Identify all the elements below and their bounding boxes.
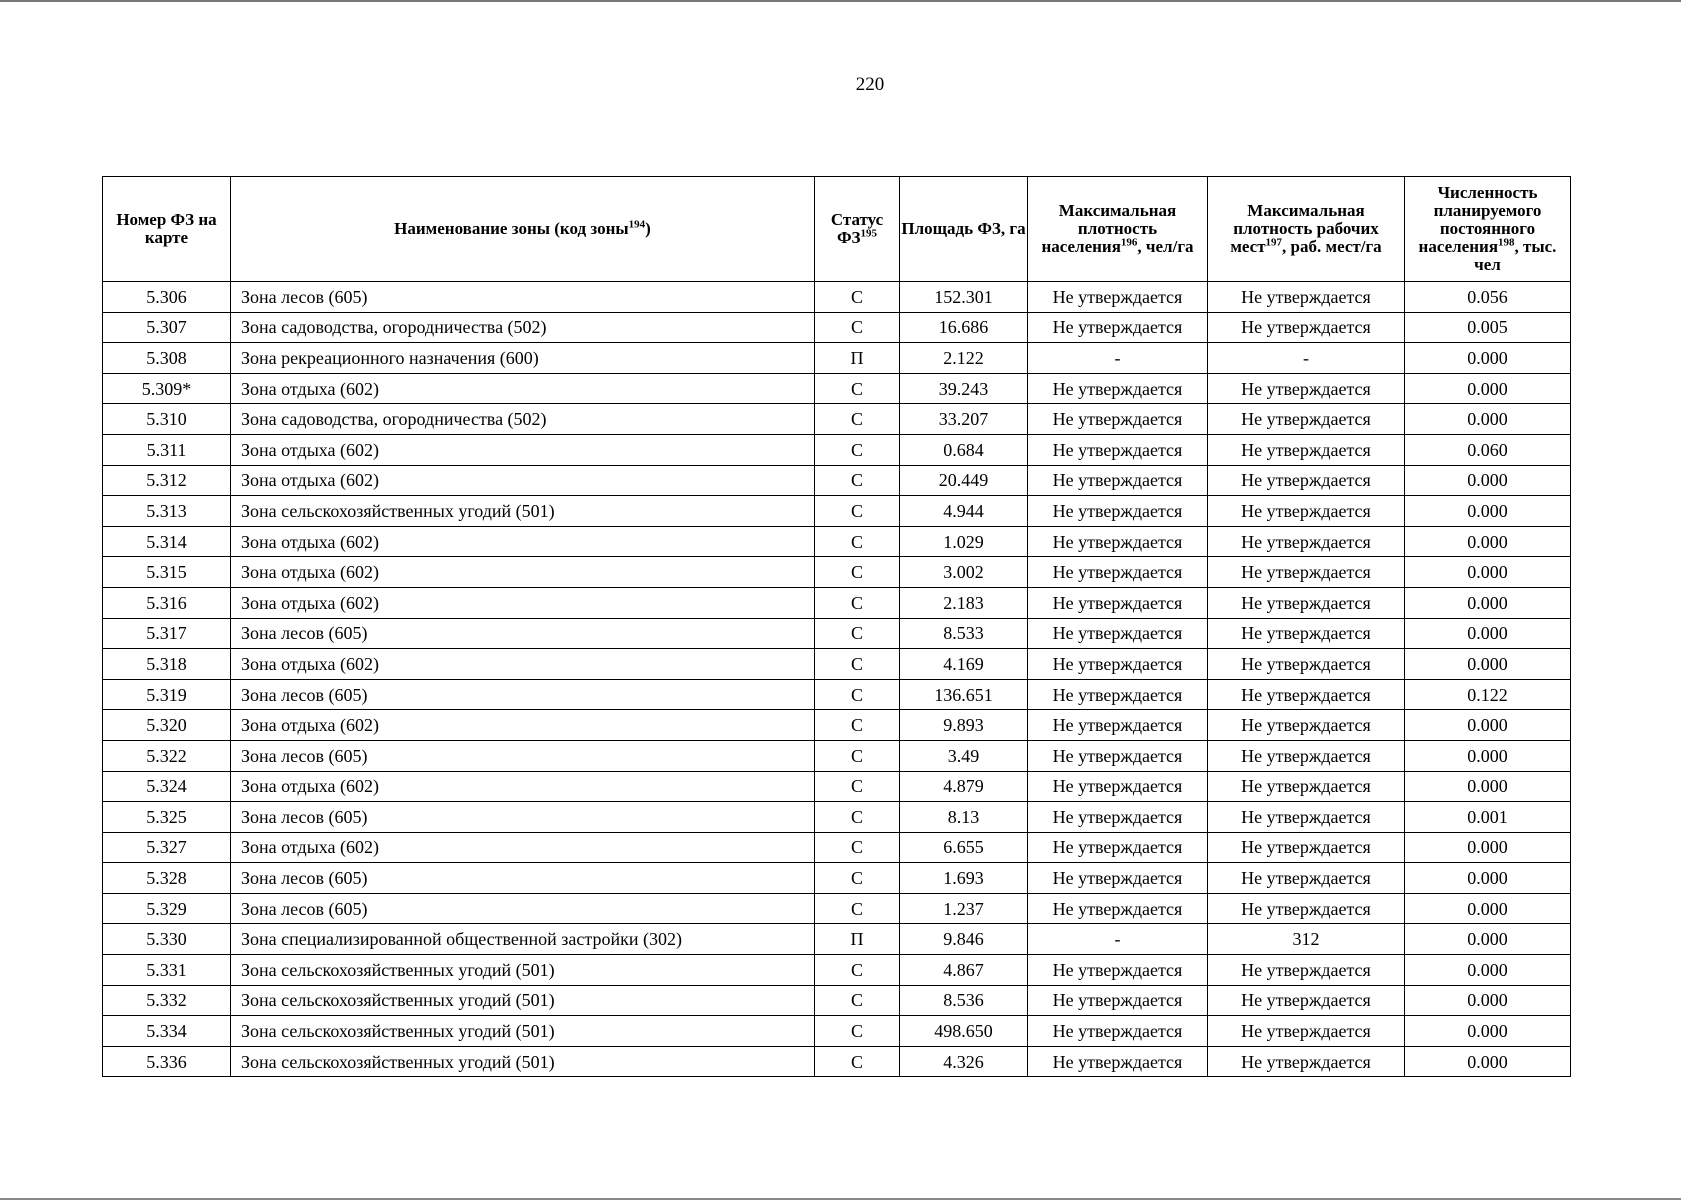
population-density-cell: Не утверждается <box>1028 587 1208 618</box>
zone-name-cell: Зона отдыха (602) <box>231 434 815 465</box>
area-cell: 498.650 <box>900 1016 1028 1047</box>
status-cell: П <box>815 924 900 955</box>
planned-population-cell: 0.000 <box>1405 587 1571 618</box>
job-density-cell: Не утверждается <box>1208 404 1405 435</box>
planned-population-cell: 0.000 <box>1405 832 1571 863</box>
status-cell: С <box>815 282 900 313</box>
zone-number-cell: 5.332 <box>103 985 231 1016</box>
table-row <box>103 802 1571 833</box>
zone-number-cell: 5.322 <box>103 740 231 771</box>
zone-name-cell: Зона сельскохозяйственных угодий (501) <box>231 985 815 1016</box>
status-cell: С <box>815 496 900 527</box>
zone-number-cell: 5.309* <box>103 373 231 404</box>
zone-name-cell: Зона лесов (605) <box>231 740 815 771</box>
table-row <box>103 832 1571 863</box>
zone-name-cell: Зона лесов (605) <box>231 893 815 924</box>
area-cell: 6.655 <box>900 832 1028 863</box>
population-density-cell: Не утверждается <box>1028 434 1208 465</box>
zone-name-cell: Зона лесов (605) <box>231 863 815 894</box>
status-cell: С <box>815 312 900 343</box>
status-cell: С <box>815 373 900 404</box>
zone-name-cell: Зона отдыха (602) <box>231 649 815 680</box>
zone-name-cell: Зона сельскохозяйственных угодий (501) <box>231 955 815 986</box>
table-row <box>103 496 1571 527</box>
status-cell: С <box>815 802 900 833</box>
zone-name-cell: Зона сельскохозяйственных угодий (501) <box>231 1046 815 1077</box>
table-row <box>103 404 1571 435</box>
zone-number-cell: 5.334 <box>103 1016 231 1047</box>
area-cell: 136.651 <box>900 679 1028 710</box>
status-cell: С <box>815 434 900 465</box>
planned-population-cell: 0.000 <box>1405 924 1571 955</box>
population-density-cell: Не утверждается <box>1028 1016 1208 1047</box>
zone-number-cell: 5.325 <box>103 802 231 833</box>
job-density-cell: Не утверждается <box>1208 1046 1405 1077</box>
population-density-cell: Не утверждается <box>1028 740 1208 771</box>
population-density-cell: Не утверждается <box>1028 618 1208 649</box>
zone-name-cell: Зона отдыха (602) <box>231 373 815 404</box>
table-row <box>103 465 1571 496</box>
page-number: 220 <box>855 74 885 95</box>
status-cell: П <box>815 343 900 374</box>
table-row <box>103 312 1571 343</box>
status-cell: С <box>815 618 900 649</box>
status-cell: С <box>815 771 900 802</box>
table-row <box>103 863 1571 894</box>
planned-population-cell: 0.001 <box>1405 802 1571 833</box>
population-density-cell: Не утверждается <box>1028 985 1208 1016</box>
job-density-cell: Не утверждается <box>1208 526 1405 557</box>
area-cell: 4.944 <box>900 496 1028 527</box>
zone-number-cell: 5.316 <box>103 587 231 618</box>
job-density-cell: Не утверждается <box>1208 740 1405 771</box>
zone-number-cell: 5.306 <box>103 282 231 313</box>
planned-population-cell: 0.000 <box>1405 618 1571 649</box>
job-density-cell: Не утверждается <box>1208 955 1405 986</box>
zone-number-cell: 5.336 <box>103 1046 231 1077</box>
area-cell: 1.237 <box>900 893 1028 924</box>
planned-population-cell: 0.000 <box>1405 649 1571 680</box>
population-density-cell: Не утверждается <box>1028 404 1208 435</box>
zone-number-cell: 5.317 <box>103 618 231 649</box>
area-cell: 4.867 <box>900 955 1028 986</box>
status-cell: С <box>815 587 900 618</box>
job-density-cell: Не утверждается <box>1208 893 1405 924</box>
job-density-cell: Не утверждается <box>1208 679 1405 710</box>
table-row <box>103 618 1571 649</box>
job-density-cell: Не утверждается <box>1208 1016 1405 1047</box>
table-row <box>103 587 1571 618</box>
area-cell: 16.686 <box>900 312 1028 343</box>
table-row <box>103 282 1571 313</box>
table-row <box>103 557 1571 588</box>
planned-population-cell: 0.000 <box>1405 771 1571 802</box>
status-cell: С <box>815 893 900 924</box>
table-row <box>103 893 1571 924</box>
status-cell: С <box>815 1046 900 1077</box>
header-job-density: Максимальная плотность рабочих мест$^{197}$, раб. мест/га <box>1208 177 1405 282</box>
zone-name-cell: Зона лесов (605) <box>231 618 815 649</box>
zone-name-cell: Зона садоводства, огородничества (502) <box>231 404 815 435</box>
planned-population-cell: 0.000 <box>1405 740 1571 771</box>
status-cell: С <box>815 985 900 1016</box>
zone-name-cell: Зона отдыха (602) <box>231 587 815 618</box>
zone-name-cell: Зона рекреационного назначения (600) <box>231 343 815 374</box>
planned-population-cell: 0.000 <box>1405 404 1571 435</box>
area-cell: 0.684 <box>900 434 1028 465</box>
population-density-cell: Не утверждается <box>1028 832 1208 863</box>
job-density-cell: Не утверждается <box>1208 771 1405 802</box>
zone-number-cell: 5.315 <box>103 557 231 588</box>
status-cell: С <box>815 832 900 863</box>
planned-population-cell: 0.000 <box>1405 465 1571 496</box>
table-row <box>103 740 1571 771</box>
zone-number-cell: 5.324 <box>103 771 231 802</box>
population-density-cell: Не утверждается <box>1028 679 1208 710</box>
planned-population-cell: 0.000 <box>1405 985 1571 1016</box>
job-density-cell: Не утверждается <box>1208 985 1405 1016</box>
job-density-cell: Не утверждается <box>1208 832 1405 863</box>
table-row <box>103 771 1571 802</box>
job-density-cell: Не утверждается <box>1208 557 1405 588</box>
zone-name-cell: Зона отдыха (602) <box>231 710 815 741</box>
table-row <box>103 649 1571 680</box>
status-cell: С <box>815 557 900 588</box>
planned-population-cell: 0.056 <box>1405 282 1571 313</box>
zone-number-cell: 5.330 <box>103 924 231 955</box>
area-cell: 3.002 <box>900 557 1028 588</box>
area-cell: 152.301 <box>900 282 1028 313</box>
zone-number-cell: 5.313 <box>103 496 231 527</box>
status-cell: С <box>815 404 900 435</box>
population-density-cell: Не утверждается <box>1028 465 1208 496</box>
status-cell: С <box>815 465 900 496</box>
table-row <box>103 985 1571 1016</box>
header-population-density: Максимальная плотность населения$^{196}$, чел/га <box>1028 177 1208 282</box>
area-cell: 8.533 <box>900 618 1028 649</box>
header-zone-name: Наименование зоны (код зоны$^{194}$) <box>231 177 815 282</box>
zone-number-cell: 5.311 <box>103 434 231 465</box>
population-density-cell: Не утверждается <box>1028 496 1208 527</box>
planned-population-cell: 0.000 <box>1405 710 1571 741</box>
population-density-cell: Не утверждается <box>1028 282 1208 313</box>
job-density-cell: Не утверждается <box>1208 587 1405 618</box>
zone-name-cell: Зона отдыха (602) <box>231 526 815 557</box>
table-row <box>103 434 1571 465</box>
header-area: Площадь ФЗ, га <box>900 177 1028 282</box>
area-cell: 4.879 <box>900 771 1028 802</box>
job-density-cell: Не утверждается <box>1208 282 1405 313</box>
population-density-cell: - <box>1028 343 1208 374</box>
area-cell: 3.49 <box>900 740 1028 771</box>
zone-name-cell: Зона отдыха (602) <box>231 832 815 863</box>
zone-name-cell: Зона садоводства, огородничества (502) <box>231 312 815 343</box>
table-row <box>103 1046 1571 1077</box>
status-cell: С <box>815 955 900 986</box>
planned-population-cell: 0.000 <box>1405 1016 1571 1047</box>
area-cell: 1.693 <box>900 863 1028 894</box>
population-density-cell: Не утверждается <box>1028 312 1208 343</box>
zone-number-cell: 5.331 <box>103 955 231 986</box>
zone-number-cell: 5.307 <box>103 312 231 343</box>
status-cell: С <box>815 526 900 557</box>
zone-name-cell: Зона отдыха (602) <box>231 771 815 802</box>
zone-number-cell: 5.318 <box>103 649 231 680</box>
zone-number-cell: 5.314 <box>103 526 231 557</box>
planned-population-cell: 0.000 <box>1405 1046 1571 1077</box>
zone-number-cell: 5.319 <box>103 679 231 710</box>
population-density-cell: Не утверждается <box>1028 649 1208 680</box>
header-zone-number: Номер ФЗ на карте <box>103 177 231 282</box>
planned-population-cell: 0.000 <box>1405 496 1571 527</box>
area-cell: 2.183 <box>900 587 1028 618</box>
planned-population-cell: 0.000 <box>1405 526 1571 557</box>
job-density-cell: Не утверждается <box>1208 373 1405 404</box>
population-density-cell: Не утверждается <box>1028 557 1208 588</box>
area-cell: 33.207 <box>900 404 1028 435</box>
status-cell: С <box>815 649 900 680</box>
area-cell: 4.169 <box>900 649 1028 680</box>
table-row <box>103 343 1571 374</box>
job-density-cell: Не утверждается <box>1208 618 1405 649</box>
zone-name-cell: Зона сельскохозяйственных угодий (501) <box>231 1016 815 1047</box>
zone-name-cell: Зона специализированной общественной застройки (302) <box>231 924 815 955</box>
planned-population-cell: 0.060 <box>1405 434 1571 465</box>
status-cell: С <box>815 679 900 710</box>
zone-number-cell: 5.329 <box>103 893 231 924</box>
zone-number-cell: 5.320 <box>103 710 231 741</box>
job-density-cell: Не утверждается <box>1208 649 1405 680</box>
zones-table <box>102 176 1571 1077</box>
population-density-cell: Не утверждается <box>1028 802 1208 833</box>
planned-population-cell: 0.000 <box>1405 343 1571 374</box>
table-row <box>103 373 1571 404</box>
table-row <box>103 710 1571 741</box>
zone-name-cell: Зона лесов (605) <box>231 679 815 710</box>
status-cell: С <box>815 710 900 741</box>
table-header-row <box>103 177 1571 282</box>
population-density-cell: Не утверждается <box>1028 893 1208 924</box>
scan-top-edge <box>0 0 1681 2</box>
job-density-cell: Не утверждается <box>1208 496 1405 527</box>
planned-population-cell: 0.000 <box>1405 863 1571 894</box>
area-cell: 20.449 <box>900 465 1028 496</box>
zone-number-cell: 5.312 <box>103 465 231 496</box>
population-density-cell: Не утверждается <box>1028 863 1208 894</box>
population-density-cell: Не утверждается <box>1028 771 1208 802</box>
area-cell: 9.893 <box>900 710 1028 741</box>
planned-population-cell: 0.000 <box>1405 955 1571 986</box>
planned-population-cell: 0.000 <box>1405 893 1571 924</box>
population-density-cell: Не утверждается <box>1028 373 1208 404</box>
area-cell: 8.536 <box>900 985 1028 1016</box>
job-density-cell: Не утверждается <box>1208 434 1405 465</box>
zone-number-cell: 5.328 <box>103 863 231 894</box>
population-density-cell: Не утверждается <box>1028 526 1208 557</box>
area-cell: 2.122 <box>900 343 1028 374</box>
table-row <box>103 955 1571 986</box>
job-density-cell: Не утверждается <box>1208 465 1405 496</box>
job-density-cell: - <box>1208 343 1405 374</box>
zone-name-cell: Зона сельскохозяйственных угодий (501) <box>231 496 815 527</box>
table-row <box>103 679 1571 710</box>
status-cell: С <box>815 740 900 771</box>
table-row <box>103 1016 1571 1047</box>
planned-population-cell: 0.005 <box>1405 312 1571 343</box>
zone-name-cell: Зона отдыха (602) <box>231 465 815 496</box>
table-row <box>103 924 1571 955</box>
job-density-cell: Не утверждается <box>1208 863 1405 894</box>
population-density-cell: Не утверждается <box>1028 955 1208 986</box>
zone-number-cell: 5.308 <box>103 343 231 374</box>
zone-name-cell: Зона лесов (605) <box>231 802 815 833</box>
header-planned-population: Численность планируемого постоянного населения$^{198}$, тыс. чел <box>1405 177 1571 282</box>
planned-population-cell: 0.000 <box>1405 557 1571 588</box>
job-density-cell: Не утверждается <box>1208 802 1405 833</box>
area-cell: 39.243 <box>900 373 1028 404</box>
zone-number-cell: 5.310 <box>103 404 231 435</box>
table-row <box>103 526 1571 557</box>
header-status: Статус ФЗ$^{195}$ <box>815 177 900 282</box>
planned-population-cell: 0.000 <box>1405 373 1571 404</box>
job-density-cell: Не утверждается <box>1208 312 1405 343</box>
area-cell: 9.846 <box>900 924 1028 955</box>
planned-population-cell: 0.122 <box>1405 679 1571 710</box>
job-density-cell: 312 <box>1208 924 1405 955</box>
zone-name-cell: Зона лесов (605) <box>231 282 815 313</box>
area-cell: 1.029 <box>900 526 1028 557</box>
area-cell: 8.13 <box>900 802 1028 833</box>
population-density-cell: Не утверждается <box>1028 710 1208 741</box>
population-density-cell: - <box>1028 924 1208 955</box>
area-cell: 4.326 <box>900 1046 1028 1077</box>
zone-name-cell: Зона отдыха (602) <box>231 557 815 588</box>
job-density-cell: Не утверждается <box>1208 710 1405 741</box>
zone-number-cell: 5.327 <box>103 832 231 863</box>
table-body <box>103 282 1571 1077</box>
status-cell: С <box>815 1016 900 1047</box>
status-cell: С <box>815 863 900 894</box>
population-density-cell: Не утверждается <box>1028 1046 1208 1077</box>
